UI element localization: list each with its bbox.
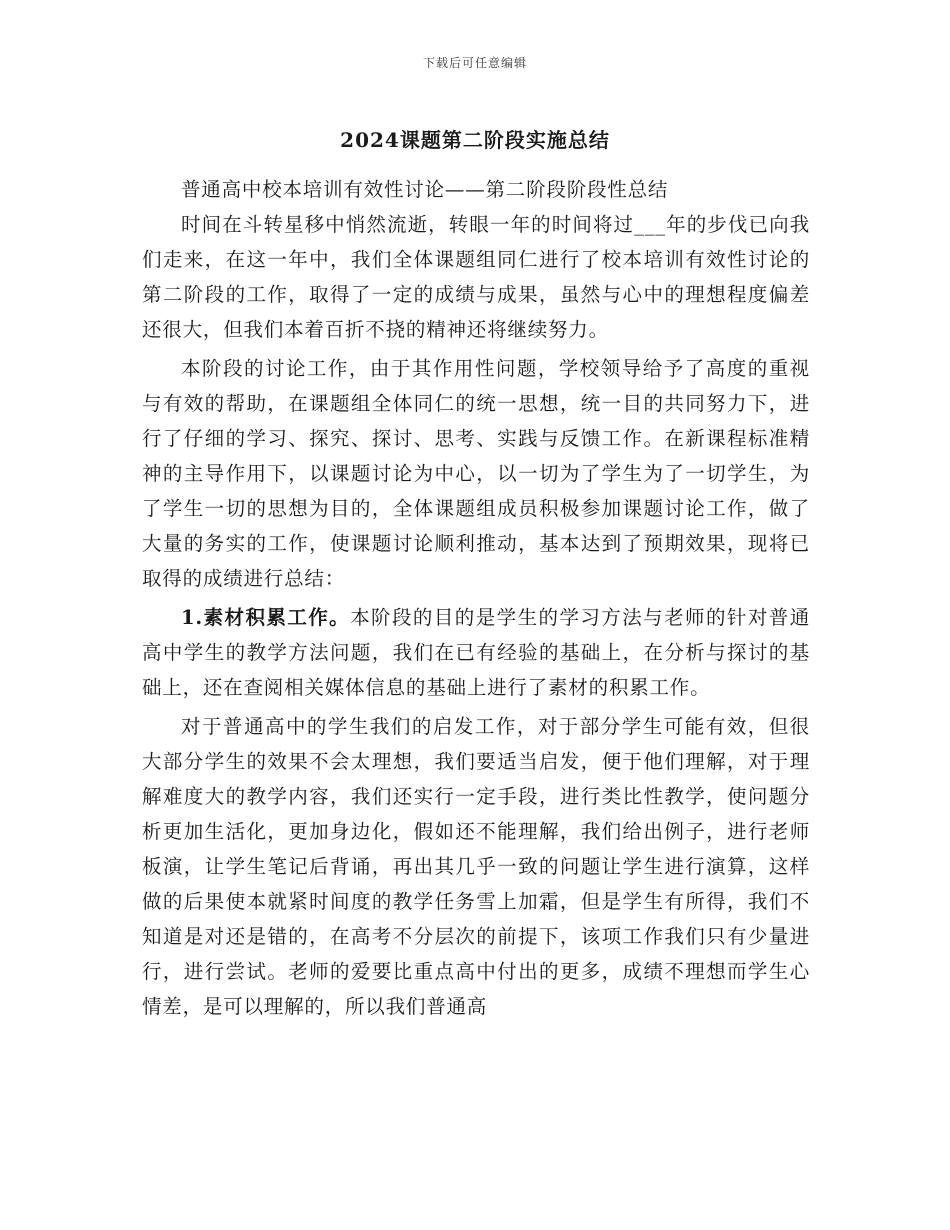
document-body: [142, 172, 810, 1024]
paragraph-material-accumulation: [142, 600, 810, 705]
paragraph-material-text: 本阶段的目的是学生的学习方法与老师的针对普通高中学生的教学方法问题，我们在已有经验的基础上，在分析与探讨的基础上，还在查阅相关媒体信息的基础上进行了素材的积累工作。: [142, 606, 810, 699]
page-header: 下载后可任意编辑: [422, 56, 527, 70]
document-subtitle: 普通高中校本培训有效性讨论——第二阶段阶段性总结: [181, 178, 669, 201]
paragraph-inspiration-work: 对于普通高中的学生我们的启发工作，对于部分学生可能有效，但很大部分学生的效果不会太理想，我们要适当启发，便于他们理解，对于理解难度大的教学内容，我们还实行一定手段，进行类比性教学，使问题分析更加生活化，更加身边化，假如还不能理解，我们给出例子，进行老师板演，让学生笔记后背诵，再出其几乎一致的问题让学生进行演算，这样做的后果使本就紧时间度的教学任务雪上加霜，但是学生有所得，我们不知道是对还是错的，在高考不分层次的前提下，该项工作我们只有少量进行，进行尝试。老师的爱要比重点高中付出的更多，成绩不理想而学生心情差，是可以理解的，所以我们普通高: [142, 715, 810, 1018]
document-title: 2024课题第二阶段实施总结: [340, 128, 610, 152]
paragraph-stage-work: 本阶段的讨论工作，由于其作用性问题，学校领导给予了高度的重视与有效的帮助，在课题组全体同仁的统一思想，统一目的共同努力下，进行了仔细的学习、探究、探讨、思考、实践与反馈工作。在新课程标准精神的主导作用下，以课题讨论为中心，以一切为了学生为了一切学生，为了学生一切的思想为目的，全体课题组成员积极参加课题讨论工作，做了大量的务实的工作，使课题讨论顺利推动，基本达到了预期效果，现将已取得的成绩进行总结：: [142, 357, 810, 590]
paragraph-intro: 时间在斗转星移中悄然流逝，转眼一年的时间将过___年的步伐已向我们走来，在这一年中，我们全体课题组同仁进行了校本培训有效性讨论的第二阶段的工作，取得了一定的成绩与成果，虽然与心中的理想程度偏差还很大，但我们本着百折不挠的精神还将继续努力。: [142, 213, 810, 341]
section-heading-material: 1.素材积累工作。: [181, 606, 351, 629]
